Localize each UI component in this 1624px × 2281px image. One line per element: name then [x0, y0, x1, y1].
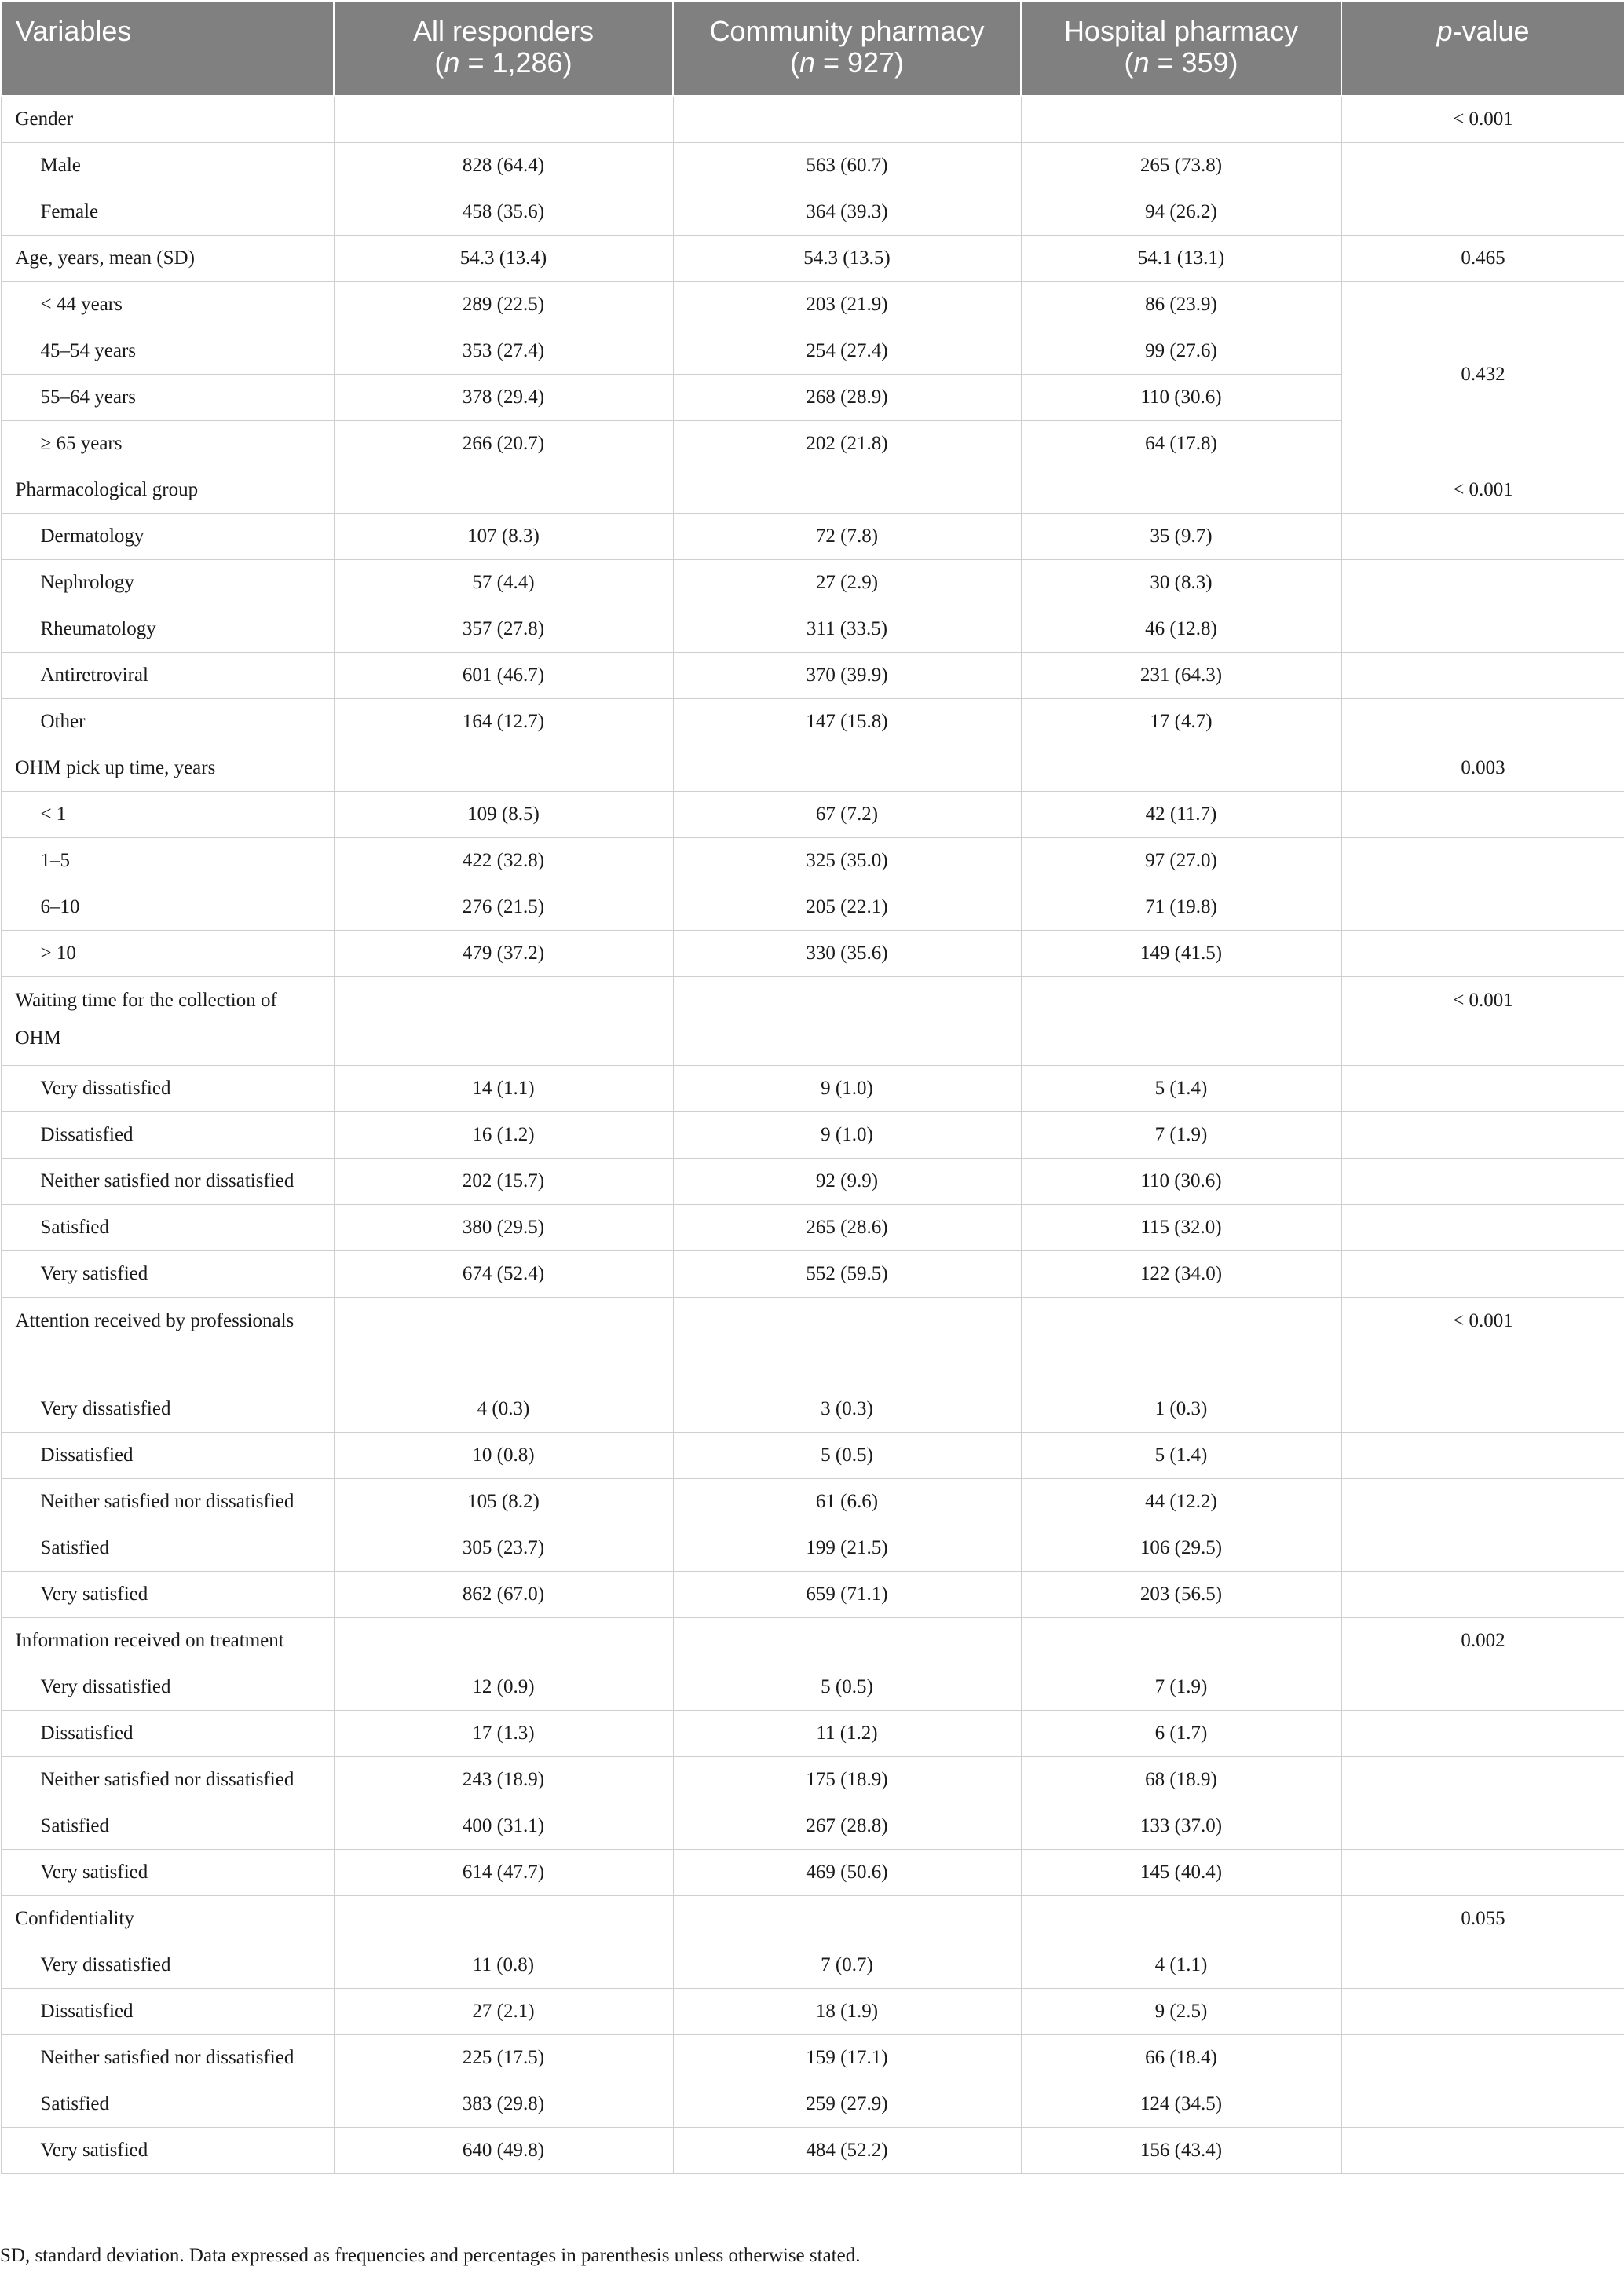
cell-all: 305 (23.7): [334, 1525, 673, 1572]
cell-hospital: 156 (43.4): [1021, 2128, 1341, 2174]
table-row: [1, 1112, 1624, 1159]
row-label: Attention received by professionals: [1, 1298, 334, 1386]
cell-community: 5 (0.5): [673, 1433, 1021, 1479]
cell-p-value: [1341, 606, 1624, 653]
cell-p-value: [1341, 1066, 1624, 1112]
cell-p-value: 0.002: [1341, 1618, 1624, 1664]
cell-hospital: 203 (56.5): [1021, 1572, 1341, 1618]
row-label: Pharmacological group: [1, 467, 334, 514]
cell-hospital: 99 (27.6): [1021, 328, 1341, 375]
table-row: [1, 1711, 1624, 1757]
cell-community: 203 (21.9): [673, 282, 1021, 328]
cell-all: 11 (0.8): [334, 1942, 673, 1989]
cell-community: 61 (6.6): [673, 1479, 1021, 1525]
cell-hospital: 71 (19.8): [1021, 884, 1341, 931]
cell-hospital: 7 (1.9): [1021, 1664, 1341, 1711]
table-row: [1, 1989, 1624, 2035]
cell-community: 175 (18.9): [673, 1757, 1021, 1803]
cell-hospital: 110 (30.6): [1021, 375, 1341, 421]
row-label: Satisfied: [1, 1205, 334, 1251]
cell-community: 484 (52.2): [673, 2128, 1021, 2174]
table-row: [1, 1803, 1624, 1850]
cell-hospital: 122 (34.0): [1021, 1251, 1341, 1298]
cell-hospital: 5 (1.4): [1021, 1433, 1341, 1479]
header-hosp-n: n: [1133, 46, 1150, 79]
row-label: 45–54 years: [1, 328, 334, 375]
cell-all: 353 (27.4): [334, 328, 673, 375]
row-label: Satisfied: [1, 1525, 334, 1572]
row-label: Gender: [1, 96, 334, 143]
table-row: [1, 653, 1624, 699]
cell-community: [673, 1298, 1021, 1386]
header-row: [1, 1, 1624, 96]
cell-all: 422 (32.8): [334, 838, 673, 884]
row-label: Dissatisfied: [1, 1433, 334, 1479]
table-row: [1, 1757, 1624, 1803]
row-label: Very satisfied: [1, 2128, 334, 2174]
cell-community: 18 (1.9): [673, 1989, 1021, 2035]
row-label: OHM pick up time, years: [1, 745, 334, 792]
header-comm-open: (: [789, 46, 799, 79]
header-all-open: (: [434, 46, 444, 79]
cell-all: 378 (29.4): [334, 375, 673, 421]
table-row: [1, 189, 1624, 236]
row-label: Very dissatisfied: [1, 1942, 334, 1989]
cell-hospital: 9 (2.5): [1021, 1989, 1341, 2035]
cell-p-value: [1341, 1205, 1624, 1251]
cell-hospital: 35 (9.7): [1021, 514, 1341, 560]
cell-community: 205 (22.1): [673, 884, 1021, 931]
cell-community: 54.3 (13.5): [673, 236, 1021, 282]
cell-p-value: [1341, 1159, 1624, 1205]
table-row: [1, 1942, 1624, 1989]
cell-hospital: 145 (40.4): [1021, 1850, 1341, 1896]
row-label: Neither satisfied nor dissatisfied: [1, 1757, 334, 1803]
cell-community: 5 (0.5): [673, 1664, 1021, 1711]
cell-all: 107 (8.3): [334, 514, 673, 560]
cell-p-value: [1341, 931, 1624, 977]
row-label: Female: [1, 189, 334, 236]
cell-community: 330 (35.6): [673, 931, 1021, 977]
table-row: [1, 2128, 1624, 2174]
cell-community: 199 (21.5): [673, 1525, 1021, 1572]
cell-community: 259 (27.9): [673, 2081, 1021, 2128]
cell-community: 147 (15.8): [673, 699, 1021, 745]
cell-hospital: 94 (26.2): [1021, 189, 1341, 236]
header-p-italic: p: [1436, 15, 1453, 47]
cell-p-value: [1341, 792, 1624, 838]
header-p-rest: -value: [1452, 15, 1530, 47]
cell-community: 552 (59.5): [673, 1251, 1021, 1298]
header-comm-title: Community pharmacy: [709, 15, 985, 47]
row-label: Neither satisfied nor dissatisfied: [1, 1159, 334, 1205]
row-label: Age, years, mean (SD): [1, 236, 334, 282]
cell-community: 92 (9.9): [673, 1159, 1021, 1205]
row-label: Dissatisfied: [1, 1112, 334, 1159]
table-row: [1, 838, 1624, 884]
cell-p-value: < 0.001: [1341, 96, 1624, 143]
cell-p-value: 0.055: [1341, 1896, 1624, 1942]
table-body: [1, 96, 1624, 2174]
header-hospital-pharmacy: [1021, 1, 1341, 96]
table-header: [1, 1, 1624, 96]
cell-all: 109 (8.5): [334, 792, 673, 838]
cell-p-value: [1341, 699, 1624, 745]
cell-all: 458 (35.6): [334, 189, 673, 236]
cell-p-value: < 0.001: [1341, 1298, 1624, 1386]
row-label: Dermatology: [1, 514, 334, 560]
cell-p-value: [1341, 1251, 1624, 1298]
row-label: Neither satisfied nor dissatisfied: [1, 2035, 334, 2081]
cell-community: 202 (21.8): [673, 421, 1021, 467]
cell-p-value: [1341, 1479, 1624, 1525]
cell-all: [334, 977, 673, 1066]
table-row: [1, 1159, 1624, 1205]
cell-hospital: 1 (0.3): [1021, 1386, 1341, 1433]
cell-hospital: 6 (1.7): [1021, 1711, 1341, 1757]
table-row: [1, 1850, 1624, 1896]
cell-all: 16 (1.2): [334, 1112, 673, 1159]
row-label: Waiting time for the collection of OHM: [1, 977, 334, 1066]
header-hosp-eq: = 359): [1149, 46, 1238, 79]
cell-p-value: [1341, 1664, 1624, 1711]
row-label: Very satisfied: [1, 1251, 334, 1298]
table-row: [1, 96, 1624, 143]
cell-hospital: [1021, 1896, 1341, 1942]
cell-all: 357 (27.8): [334, 606, 673, 653]
cell-community: [673, 467, 1021, 514]
table-row: [1, 931, 1624, 977]
cell-p-value: [1341, 2035, 1624, 2081]
cell-community: 370 (39.9): [673, 653, 1021, 699]
table-row: [1, 745, 1624, 792]
cell-community: 9 (1.0): [673, 1112, 1021, 1159]
cell-hospital: 110 (30.6): [1021, 1159, 1341, 1205]
cell-all: 225 (17.5): [334, 2035, 673, 2081]
cell-community: [673, 977, 1021, 1066]
cell-p-value: [1341, 514, 1624, 560]
table-footnote: SD, standard deviation. Data expressed as frequencies and percentages in parenthesis unless otherwise stated.: [0, 2245, 861, 2266]
cell-all: 10 (0.8): [334, 1433, 673, 1479]
table-row: [1, 282, 1624, 328]
cell-hospital: 17 (4.7): [1021, 699, 1341, 745]
row-label: Very dissatisfied: [1, 1386, 334, 1433]
cell-hospital: 5 (1.4): [1021, 1066, 1341, 1112]
cell-hospital: 115 (32.0): [1021, 1205, 1341, 1251]
cell-community: 11 (1.2): [673, 1711, 1021, 1757]
row-label: Rheumatology: [1, 606, 334, 653]
cell-all: 380 (29.5): [334, 1205, 673, 1251]
cell-p-value: < 0.001: [1341, 977, 1624, 1066]
table-row: [1, 884, 1624, 931]
cell-hospital: [1021, 977, 1341, 1066]
table-row: [1, 2035, 1624, 2081]
cell-community: 469 (50.6): [673, 1850, 1021, 1896]
cell-community: 9 (1.0): [673, 1066, 1021, 1112]
cell-hospital: [1021, 467, 1341, 514]
row-label: Antiretroviral: [1, 653, 334, 699]
cell-p-value: [1341, 1525, 1624, 1572]
cell-hospital: 42 (11.7): [1021, 792, 1341, 838]
cell-p-value: [1341, 189, 1624, 236]
table-row: [1, 1618, 1624, 1664]
cell-community: 364 (39.3): [673, 189, 1021, 236]
row-label: 55–64 years: [1, 375, 334, 421]
cell-p-value: 0.003: [1341, 745, 1624, 792]
row-label: Very satisfied: [1, 1572, 334, 1618]
header-all-eq: = 1,286): [459, 46, 572, 79]
cell-community: 311 (33.5): [673, 606, 1021, 653]
cell-hospital: 231 (64.3): [1021, 653, 1341, 699]
row-label: Satisfied: [1, 1803, 334, 1850]
cell-p-value: < 0.001: [1341, 467, 1624, 514]
cell-p-value: [1341, 1112, 1624, 1159]
cell-p-value-age-groups: 0.432: [1341, 282, 1624, 467]
cell-hospital: 124 (34.5): [1021, 2081, 1341, 2128]
cell-p-value: [1341, 1433, 1624, 1479]
header-hosp-open: (: [1124, 46, 1134, 79]
header-all-n: n: [444, 46, 460, 79]
cell-all: [334, 1896, 673, 1942]
table-row: [1, 1386, 1624, 1433]
table-row: [1, 236, 1624, 282]
cell-all: 400 (31.1): [334, 1803, 673, 1850]
cell-p-value: [1341, 1572, 1624, 1618]
cell-all: [334, 745, 673, 792]
header-community-pharmacy: [673, 1, 1021, 96]
cell-p-value: [1341, 1942, 1624, 1989]
row-label: Information received on treatment: [1, 1618, 334, 1664]
header-comm-n: n: [799, 46, 815, 79]
cell-hospital: [1021, 1298, 1341, 1386]
cell-community: 265 (28.6): [673, 1205, 1021, 1251]
cell-hospital: 133 (37.0): [1021, 1803, 1341, 1850]
cell-p-value: 0.465: [1341, 236, 1624, 282]
row-label: < 1: [1, 792, 334, 838]
cell-hospital: 97 (27.0): [1021, 838, 1341, 884]
cell-all: 266 (20.7): [334, 421, 673, 467]
cell-hospital: 46 (12.8): [1021, 606, 1341, 653]
cell-all: 4 (0.3): [334, 1386, 673, 1433]
table-row: [1, 1205, 1624, 1251]
cell-all: [334, 96, 673, 143]
cell-community: 67 (7.2): [673, 792, 1021, 838]
row-label: Satisfied: [1, 2081, 334, 2128]
cell-all: 12 (0.9): [334, 1664, 673, 1711]
cell-community: 159 (17.1): [673, 2035, 1021, 2081]
table-row: [1, 2081, 1624, 2128]
cell-all: 57 (4.4): [334, 560, 673, 606]
cell-community: 267 (28.8): [673, 1803, 1021, 1850]
cell-p-value: [1341, 653, 1624, 699]
cell-p-value: [1341, 143, 1624, 189]
table-row: [1, 977, 1624, 1066]
cell-community: 563 (60.7): [673, 143, 1021, 189]
cell-community: 659 (71.1): [673, 1572, 1021, 1618]
cell-all: 862 (67.0): [334, 1572, 673, 1618]
cell-p-value: [1341, 2128, 1624, 2174]
row-label: ≥ 65 years: [1, 421, 334, 467]
cell-all: 14 (1.1): [334, 1066, 673, 1112]
row-label: Nephrology: [1, 560, 334, 606]
table-row: [1, 1525, 1624, 1572]
table-row: [1, 143, 1624, 189]
row-label: Very dissatisfied: [1, 1664, 334, 1711]
cell-all: 105 (8.2): [334, 1479, 673, 1525]
cell-all: 17 (1.3): [334, 1711, 673, 1757]
cell-community: 7 (0.7): [673, 1942, 1021, 1989]
cell-all: 27 (2.1): [334, 1989, 673, 2035]
cell-all: [334, 1618, 673, 1664]
cell-all: 289 (22.5): [334, 282, 673, 328]
row-label: < 44 years: [1, 282, 334, 328]
cell-community: 268 (28.9): [673, 375, 1021, 421]
cell-hospital: [1021, 96, 1341, 143]
cell-hospital: 149 (41.5): [1021, 931, 1341, 977]
table-row: [1, 1479, 1624, 1525]
cell-p-value: [1341, 2081, 1624, 2128]
row-label: Dissatisfied: [1, 1711, 334, 1757]
cell-hospital: 44 (12.2): [1021, 1479, 1341, 1525]
cell-all: 276 (21.5): [334, 884, 673, 931]
cell-hospital: [1021, 745, 1341, 792]
cell-all: 202 (15.7): [334, 1159, 673, 1205]
header-comm-eq: = 927): [814, 46, 905, 79]
cell-p-value: [1341, 838, 1624, 884]
cell-all: [334, 467, 673, 514]
header-variables: Variables: [1, 1, 334, 96]
cell-hospital: [1021, 1618, 1341, 1664]
header-all-responders: [334, 1, 673, 96]
cell-community: 3 (0.3): [673, 1386, 1021, 1433]
cell-community: 254 (27.4): [673, 328, 1021, 375]
cell-all: 674 (52.4): [334, 1251, 673, 1298]
cell-community: [673, 96, 1021, 143]
cell-p-value: [1341, 1803, 1624, 1850]
cell-p-value: [1341, 1757, 1624, 1803]
cell-all: 828 (64.4): [334, 143, 673, 189]
row-label: > 10: [1, 931, 334, 977]
row-label: 6–10: [1, 884, 334, 931]
row-label: 1–5: [1, 838, 334, 884]
cell-hospital: 265 (73.8): [1021, 143, 1341, 189]
cell-all: 383 (29.8): [334, 2081, 673, 2128]
row-label: Dissatisfied: [1, 1989, 334, 2035]
cell-hospital: 106 (29.5): [1021, 1525, 1341, 1572]
cell-all: 54.3 (13.4): [334, 236, 673, 282]
row-label: Very satisfied: [1, 1850, 334, 1896]
header-hosp-title: Hospital pharmacy: [1063, 15, 1299, 47]
cell-all: 601 (46.7): [334, 653, 673, 699]
table-row: [1, 1251, 1624, 1298]
table-row: [1, 560, 1624, 606]
cell-community: 27 (2.9): [673, 560, 1021, 606]
cell-hospital: 54.1 (13.1): [1021, 236, 1341, 282]
cell-hospital: 4 (1.1): [1021, 1942, 1341, 1989]
cell-p-value: [1341, 884, 1624, 931]
table-row: [1, 1298, 1624, 1386]
cell-all: 614 (47.7): [334, 1850, 673, 1896]
cell-hospital: 86 (23.9): [1021, 282, 1341, 328]
cell-hospital: 7 (1.9): [1021, 1112, 1341, 1159]
cell-community: [673, 1896, 1021, 1942]
table-row: [1, 606, 1624, 653]
row-label: Confidentiality: [1, 1896, 334, 1942]
row-label: Other: [1, 699, 334, 745]
row-label: Very dissatisfied: [1, 1066, 334, 1112]
cell-p-value: [1341, 1711, 1624, 1757]
cell-p-value: [1341, 1989, 1624, 2035]
header-all-title: All responders: [412, 15, 594, 47]
cell-community: 72 (7.8): [673, 514, 1021, 560]
cell-all: 640 (49.8): [334, 2128, 673, 2174]
cell-p-value: [1341, 1850, 1624, 1896]
table-row: [1, 1433, 1624, 1479]
cell-community: [673, 1618, 1021, 1664]
cell-all: 164 (12.7): [334, 699, 673, 745]
table-row: [1, 699, 1624, 745]
cell-community: [673, 745, 1021, 792]
cell-hospital: 68 (18.9): [1021, 1757, 1341, 1803]
table-row: [1, 1896, 1624, 1942]
table-row: [1, 1066, 1624, 1112]
cell-hospital: 30 (8.3): [1021, 560, 1341, 606]
cell-community: 325 (35.0): [673, 838, 1021, 884]
table-row: [1, 1664, 1624, 1711]
table-row: [1, 467, 1624, 514]
header-p-value: [1341, 1, 1624, 96]
cell-all: 243 (18.9): [334, 1757, 673, 1803]
cell-p-value: [1341, 560, 1624, 606]
cell-all: 479 (37.2): [334, 931, 673, 977]
cell-all: [334, 1298, 673, 1386]
cell-hospital: 64 (17.8): [1021, 421, 1341, 467]
cell-hospital: 66 (18.4): [1021, 2035, 1341, 2081]
table-row: [1, 514, 1624, 560]
row-label: Neither satisfied nor dissatisfied: [1, 1479, 334, 1525]
table-row: [1, 1572, 1624, 1618]
cell-p-value: [1341, 1386, 1624, 1433]
row-label: Male: [1, 143, 334, 189]
table-row: [1, 792, 1624, 838]
